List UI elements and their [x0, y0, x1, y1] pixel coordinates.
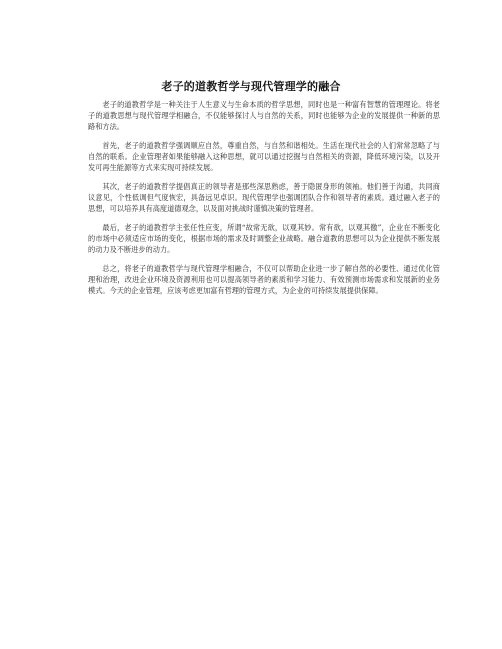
paragraph-intro: 老子的道教哲学是一种关注于人生意义与生命本质的哲学思想，同时也是一种富有智慧的管理理论。将老子的道教思想与现代管理学相融合，不仅能够探讨人与自然的关系，同时也能够为企业的发展提供一种新的思路和方法。 [88, 100, 440, 131]
paragraph-second-point: 其次，老子的道教哲学提倡真正的领导者是那些深思熟虑，善于隐匿身形的领袖。他们善于沟通，共同商议意见，个性低调但气度恢宏，具备远见卓识。现代管理学也强调团队合作和领导者的素质。通过融入老子的思想，可以培养具有高度道德观念，以及面对挑战时谨慎决策的管理者。 [88, 182, 440, 213]
document-body [88, 99, 440, 304]
document-title: 老子的道教哲学与现代管理学的融合 [161, 80, 341, 93]
paragraph-first-point: 首先，老子的道教哲学强调顺应自然，尊重自然，与自然和谐相处。生活在现代社会的人们常常忽略了与自然的联系。企业管理者如果能够融入这种思想，就可以通过挖掘与自然相关的资源，降低环境污染，以及开发可再生能源等方式来实现可持续发展。 [88, 141, 440, 172]
paragraph-third-point: 最后，老子的道教哲学主张任性应变，所谓“故常无欲，以观其妙。常有欲，以观其徼”，企业在不断变化的市场中必须适应市场的变化，根据市场的需求及时调整企业战略。融合道教的思想可以为企业提供不断发展的动力及不断进步的动力。 [88, 223, 440, 254]
paragraph-conclusion: 总之，将老子的道教哲学与现代管理学相融合，不仅可以帮助企业进一步了解自然的必要性、通过优化管理和治理，改进企业环境及资源利用也可以提高领导者的素质和学习能力、有效预测市场需求和发展新的业务模式。今天的企业管理，应该考虑更加富有哲理的管理方式，为企业的可持续发展提供保障。 [88, 264, 440, 295]
